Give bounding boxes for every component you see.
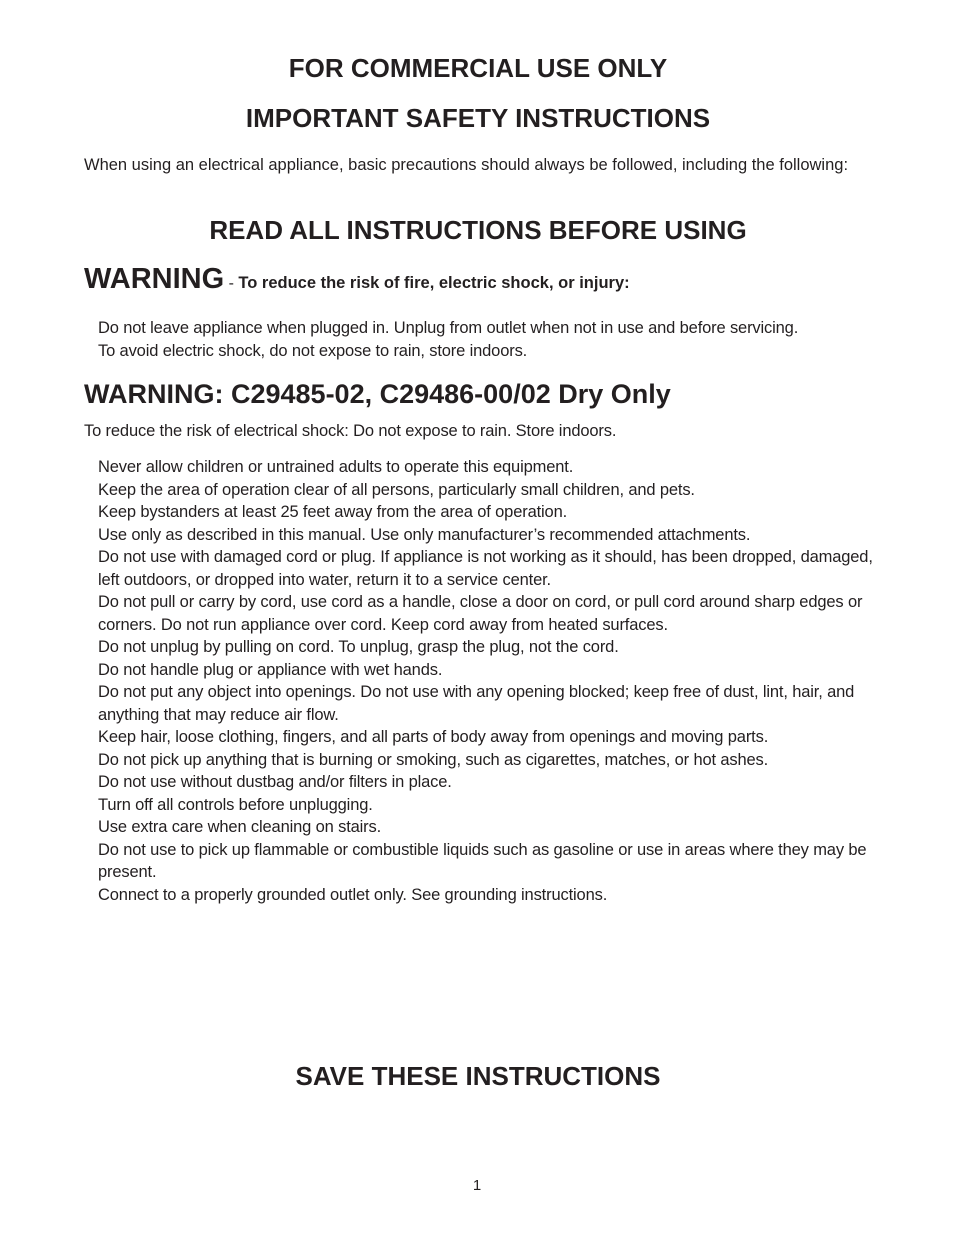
save-instructions-heading: SAVE THESE INSTRUCTIONS	[295, 1061, 661, 1091]
list-item: Do not unplug by pulling on cord. To unplug, grasp the plug, not the cord.	[98, 638, 619, 656]
safety-instructions-heading: IMPORTANT SAFETY INSTRUCTIONS	[245, 103, 711, 133]
list-item: Connect to a properly grounded outlet only. See grounding instructions.	[98, 885, 608, 904]
page-number: 1	[472, 1177, 482, 1194]
list-item: Use only as described in this manual. Use only manufacturer’s recommended attachments.	[98, 525, 751, 544]
list-item: Keep bystanders at least 25 feet away from the area of operation.	[98, 503, 568, 521]
list-item: Never allow children or untrained adults to operate this equipment.	[98, 458, 574, 476]
intro-paragraph: When using an electrical appliance, basic precautions should always be followed, including the following:	[84, 156, 849, 174]
list-item: Do not handle plug or appliance with wet hands.	[98, 660, 443, 679]
list-item: Do not put any object into openings. Do not use with any opening blocked; keep free of dust, lint, hair, and anything that may reduce air flow.	[98, 683, 855, 724]
list-item: Do not use to pick up flammable or combustible liquids such as gasoline or use in areas where they may be present.	[98, 840, 867, 881]
list-item: Use extra care when cleaning on stairs.	[98, 818, 382, 836]
warning-label: WARNING	[84, 263, 225, 295]
warning-text: To reduce the risk of fire, electric shock, or injury:	[238, 274, 630, 292]
list-item: Do not pick up anything that is burning or smoking, such as cigarettes, matches, or hot ashes.	[98, 750, 769, 769]
warning-dash: -	[224, 275, 239, 292]
read-all-heading: READ ALL INSTRUCTIONS BEFORE USING	[209, 215, 747, 245]
list-item: Do not pull or carry by cord, use cord as a handle, close a door on cord, or pull cord around sharp edges or corners. Do not run appliance over cord. Keep cord away from heated surfaces.	[98, 593, 863, 634]
list-item: Turn off all controls before unplugging.	[98, 795, 373, 814]
model-warning-subtitle: To reduce the risk of electrical shock: Do not expose to rain. Store indoors.	[84, 422, 617, 440]
warning-list	[98, 317, 874, 362]
model-warning-heading: WARNING: C29485-02, C29486-00/02 Dry Only	[84, 379, 671, 409]
safety-list	[98, 456, 874, 906]
commercial-use-heading: FOR COMMERCIAL USE ONLY	[288, 53, 668, 83]
list-item: Do not leave appliance when plugged in. Unplug from outlet when not in use and before servicing.	[98, 319, 799, 337]
list-item: Do not use with damaged cord or plug. If appliance is not working as it should, has been dropped, damaged, left outdoors, or dropped into water, return it to a service center.	[98, 548, 873, 589]
list-item: Keep the area of operation clear of all persons, particularly small children, and pets.	[98, 480, 695, 499]
warning-line	[84, 263, 872, 296]
list-item: Do not use without dustbag and/or filters in place.	[98, 773, 452, 791]
list-item: Keep hair, loose clothing, fingers, and all parts of body away from openings and moving parts.	[98, 728, 769, 746]
list-item: To avoid electric shock, do not expose to rain, store indoors.	[98, 341, 528, 360]
